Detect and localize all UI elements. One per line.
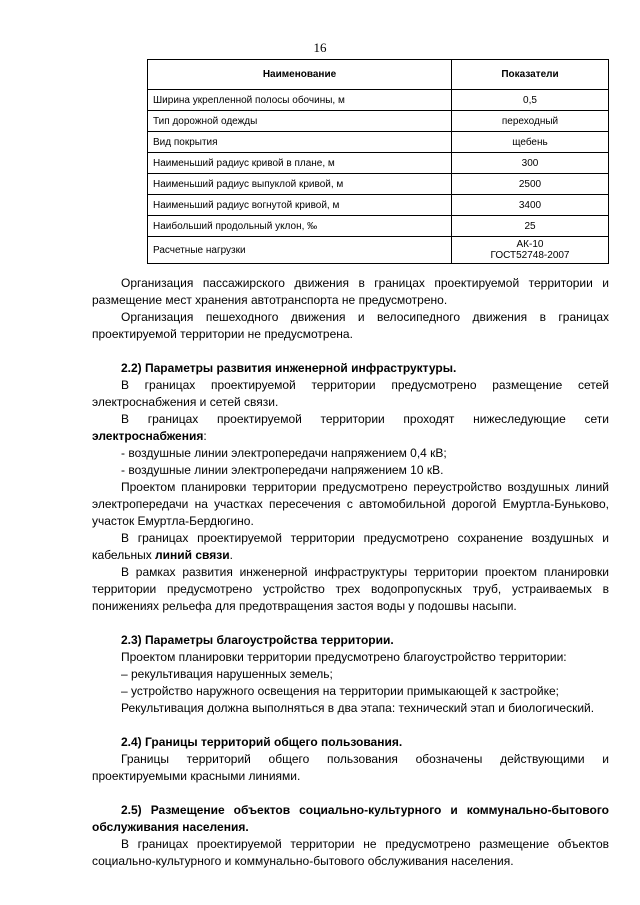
row-name: Вид покрытия — [148, 132, 452, 153]
table-row — [148, 174, 609, 195]
paragraph: Проектом планировки территории предусмотрено благоустройство территории: — [121, 650, 567, 664]
table-row — [148, 111, 609, 132]
row-name: Тип дорожной одежды — [148, 111, 452, 132]
table-row — [148, 132, 609, 153]
paragraph: В границах проектируемой территории не предусмотрено размещение объектов социально-культурного и коммунально-бытового обслуживания населения. — [92, 837, 609, 868]
paragraph: Рекультивация должна выполняться в два этапа: технический этап и биологический. — [121, 701, 595, 715]
row-value: 3400 — [452, 195, 609, 216]
row-value: переходный — [452, 111, 609, 132]
list-item: – рекультивация нарушенных земель; — [121, 667, 333, 681]
bold-term: электроснабжения — [92, 429, 204, 443]
row-value: 300 — [452, 153, 609, 174]
row-value-line: ГОСТ52748-2007 — [490, 250, 570, 261]
section-heading-2-5: 2.5) Размещение объектов социально-культурного и коммунально-бытового обслуживания населения. — [92, 803, 609, 834]
table-row — [148, 90, 609, 111]
row-value: щебень — [452, 132, 609, 153]
paragraph — [92, 411, 609, 445]
paragraph: Организация пешеходного движения и велосипедного движения в границах проектируемой территории не предусмотрена. — [92, 310, 609, 341]
table-row — [148, 153, 609, 174]
list-item: – устройство наружного освещения на территории примыкающей к застройке; — [121, 684, 560, 698]
row-name: Наименьший радиус вогнутой кривой, м — [148, 195, 452, 216]
text-span: В границах проектируемой территории предусмотрено сохранение воздушных и кабельных — [92, 531, 609, 562]
paragraph: Границы территорий общего пользования обозначены действующими и проектируемыми красными линиями. — [92, 752, 609, 783]
row-name: Наименьший радиус выпуклой кривой, м — [148, 174, 452, 195]
row-name: Ширина укрепленной полосы обочины, м — [148, 90, 452, 111]
section-heading-2-4: 2.4) Границы территорий общего пользования. — [121, 735, 403, 749]
page-number: 16 — [313, 40, 327, 55]
paragraph: В границах проектируемой территории предусмотрено размещение сетей электроснабжения и сетей связи. — [92, 378, 609, 409]
row-value: 0,5 — [452, 90, 609, 111]
table-row — [148, 195, 609, 216]
paragraph: В рамках развития инженерной инфраструктуры территории проектом планировки территории предусмотрено устройство трех водопропускных труб, устраиваемых в понижениях рельефа для предотвращения застоя воды у подошвы насыпи. — [92, 565, 609, 613]
row-value-line: АК-10 — [516, 239, 544, 250]
row-value — [452, 237, 609, 264]
column-header-name: Наименование — [148, 60, 452, 90]
table-header-row — [148, 60, 609, 90]
text-span: В границах проектируемой территории проходят нижеследующие сети — [121, 412, 609, 426]
bold-term: линий связи — [155, 548, 230, 562]
column-header-value: Показатели — [452, 60, 609, 90]
list-item: - воздушные линии электропередачи напряжением 10 кВ. — [121, 463, 444, 477]
section-heading-2-2: 2.2) Параметры развития инженерной инфраструктуры. — [121, 361, 457, 375]
document-body — [92, 275, 609, 870]
parameters-table — [147, 59, 609, 264]
text-span: . — [229, 548, 233, 562]
table-row — [148, 237, 609, 264]
text-span: : — [203, 429, 207, 443]
table-row — [148, 216, 609, 237]
row-value: 2500 — [452, 174, 609, 195]
list-item: - воздушные линии электропередачи напряжением 0,4 кВ; — [121, 446, 447, 460]
paragraph — [92, 530, 609, 564]
row-name: Наименьший радиус кривой в плане, м — [148, 153, 452, 174]
paragraph: Проектом планировки территории предусмотрено переустройство воздушных линий электропередачи на участках пересечения с автомобильной дорогой Емуртла-Буньково, участок Емуртла-Бердюгино. — [92, 480, 609, 528]
row-name: Расчетные нагрузки — [148, 237, 452, 264]
paragraph: Организация пассажирского движения в границах проектируемой территории и размещение мест хранения автотранспорта не предусмотрено. — [92, 276, 609, 307]
row-value: 25 — [452, 216, 609, 237]
row-name: Наибольший продольный уклон, ‰ — [148, 216, 452, 237]
section-heading-2-3: 2.3) Параметры благоустройства территории. — [121, 633, 394, 647]
